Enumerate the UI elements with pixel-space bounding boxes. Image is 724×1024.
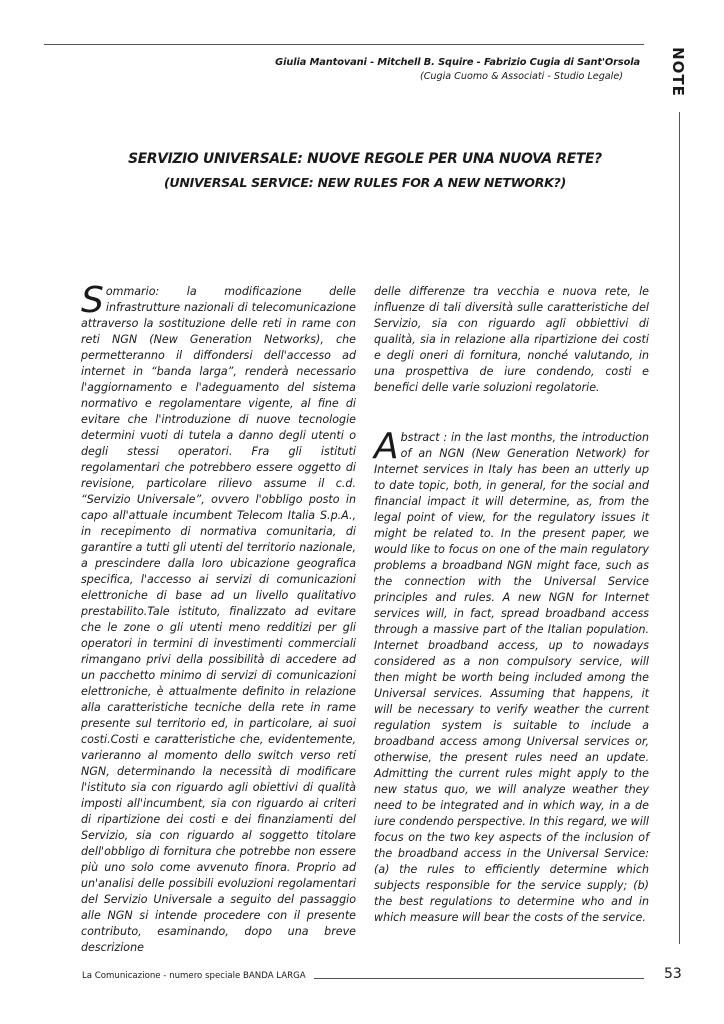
footer-rule [314,978,644,979]
abstract-text: bstract : in the last months, the introduction of an NGN (New Generation Network) for Internet services in Italy has been an utterly up to date topic, both, in general, for the social and financial impact it will determine, as, from the legal point of view, for the regulatory issues it might be related to. In the present paper, we would like to focus on one of the main regulatory problems a broadband NGN might face, such as the connection with the Universal Service principles and rules. A new NGN for Internet services will, in fact, spread broadband access through a massive part of the Italian population. Internet broadband access, up to nowadays considered as a non compulsory service, will then might be worth being included among the Universal services. Assuming that happens, it will be necessary to verify weather the current regulation system is suitable to include a broadband access among Universal services or, otherwise, the present rules need an update. Admitting the current rules might apply to the new status quo, we will analyze weather they need to be integrated and in which way, in a de iure condendo perspective. In this regard, we will focus on the two key aspects of the inclusion of the broadband access in the Universal Service: (a) the rules to efficiently determine which subjects responsible for the service supply; (b) the best regulations to determine who and in which measure will bear the costs of the service. [374,431,649,924]
side-rule [679,112,680,944]
sommario-text: ommario: la modificazione delle infrastrutture nazionali di telecomunicazione attraverso la sostituzione delle reti in rame con reti NGN (New Generation Networks), che permetteranno il diffondersi dell'accesso ad internet in “banda larga”, renderà necessario l'aggiornamento e l'adeguamento del sistema normativo e regolamentare vigente, al fine di evitare che l'introduzione di nuove tecnologie determini vuoti di tutela a danno degli utenti o degli stessi operatori. Fra gli istituti regolamentari che potrebbero essere oggetto di revisione, particolare rilievo assume il c.d. “Servizio Universale”, ovvero l'obbligo posto in capo all'attuale incumbent Telecom Italia S.p.A., in recepimento di normativa comunitaria, di garantire a tutti gli utenti del territorio nazionale, a prescindere dalla loro ubicazione geografica specifica, l'accesso ai servizi di comunicazioni elettroniche di base ad un livello qualitativo prestabilito.Tale istituto, finalizzato ad evitare che le zone o gli utenti meno redditizi per gli operatori in termini di investimenti commerciali rimangano privi della possibilità di accedere ad un pacchetto minimo di servizi di comunicazioni elettroniche, è attualmente definito in relazione alla caratteristiche tecniche della rete in rame presente sul territorio ed, in particolare, ai suoi costi.Costi e caratteristiche che, evidentemente, varieranno al momento dello switch verso reti NGN, determinando la necessità di modificare l'istituto sia con riguardo agli obiettivi di qualità imposti all'incumbent, sia con riguardo ai criteri di ripartizione dei costi e dei finanziamenti del Servizio, sia con riguardo al soggetto titolare dell'obbligo di fornitura che potrebbe non essere più uno solo come avvenuto finora. Proprio ad un'analisi delle possibili evoluzioni regolamentari del Servizio Universale a seguito del passaggio alle NGN si intende procedere con il presente contributo, esaminando, dopo una breve descrizione [81,285,356,954]
abstract-column [374,426,649,926]
section-tab [660,46,696,98]
affiliation: (Cugia Cuomo & Associati - Studio Legale) [419,71,623,82]
abstract-dropcap: A [374,426,399,467]
authors: Giulia Mantovani - Mitchell B. Squire - Fabrizio Cugia di Sant'Orsola [275,57,640,68]
sommario-continued [374,284,649,396]
article-title: SERVIZIO UNIVERSALE: NUOVE REGOLE PER UNA NUOVA RETE? [128,151,602,167]
header-rule [44,44,644,45]
sommario-column [81,280,356,956]
sommario-dropcap: S [81,280,104,321]
article-subtitle: (UNIVERSAL SERVICE: NEW RULES FOR A NEW NETWORK?) [163,175,567,190]
sommario-continued-text: delle differenze tra vecchia e nuova rete, le influenze di tali diversità sulle caratteristiche del Servizio, sia con riguardo agli obbiettivi di qualità, sia in relazione alla ripartizione dei costi e degli oneri di fornitura, nonché valutando, in una prospettiva de iure condendo, costi e benefici delle varie soluzioni regolatorie. [374,285,649,394]
section-tab-label: NOTE [669,47,688,97]
page-number: 53 [664,966,682,982]
footer-publication: La Comunicazione - numero speciale BANDA LARGA [82,971,306,981]
